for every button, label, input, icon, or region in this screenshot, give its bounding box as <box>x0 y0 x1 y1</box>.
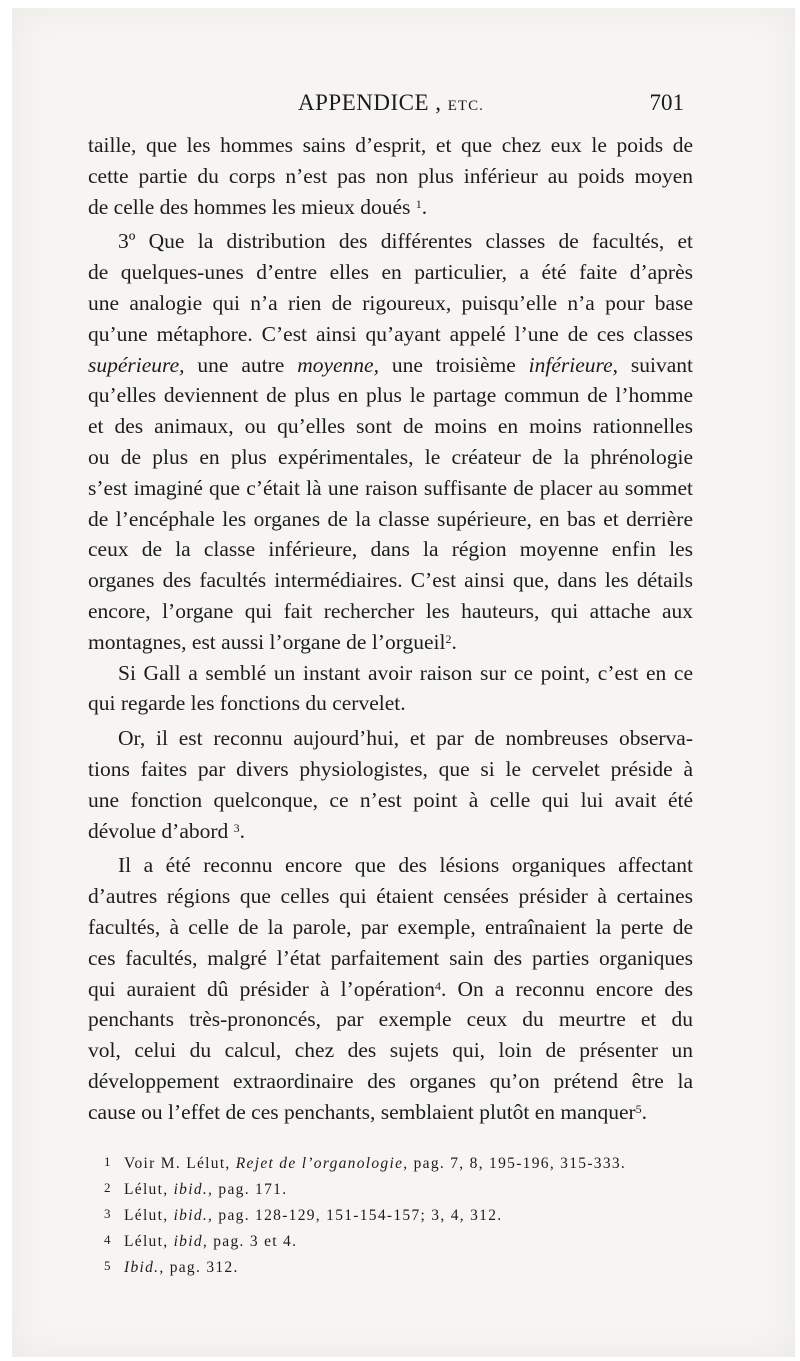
text-run: ces facultés, malgré l’état parfaitement sain des parties organiques <box>88 945 693 970</box>
text-run: encore, l’organe qui fait rechercher les hauteurs, qui attache aux <box>88 598 693 623</box>
text-run: cette partie du corps n’est pas non plus inférieur au poids moyen <box>88 163 693 188</box>
text-run: pag. 312. <box>164 1259 239 1276</box>
text-line <box>88 319 693 350</box>
text-run: de l’encéphale les organes de la classe supérieure, en bas et derrière <box>88 506 693 531</box>
text-run: 4 <box>104 1232 112 1247</box>
footnote <box>104 1202 704 1228</box>
text-run: supérieure, <box>88 352 185 377</box>
text-run: pag. 128-129, 151-154-157; 3, 4, 312. <box>213 1207 503 1224</box>
text-line <box>88 192 693 223</box>
text-run: 5 <box>104 1258 112 1273</box>
text-run: 2 <box>104 1180 112 1195</box>
footnote-ref: 4 <box>434 978 441 993</box>
text-line <box>88 1004 693 1035</box>
text-run: s’est imaginé que c’était là une raison suffisante de placer au sommet <box>88 475 693 500</box>
text-run: 3 <box>104 1206 112 1221</box>
text-line <box>88 943 693 974</box>
text-line <box>88 565 693 596</box>
text-run: qu’elles deviennent de plus en plus le partage commun de l’homme <box>88 383 693 408</box>
text-line <box>88 1066 693 1097</box>
footnote-ref: 5 <box>635 1101 642 1116</box>
text-run: 3º Que la distribution des différentes classes de facultés, et <box>118 229 693 254</box>
text-run: ou de plus en plus expérimentales, le créateur de la phrénologie <box>88 444 693 469</box>
page-number: 701 <box>649 90 684 115</box>
text-run: montagnes, est aussi l’organe de l’orgueil <box>88 629 446 654</box>
text-run: Voir M. Lélut, <box>124 1155 236 1172</box>
text-run: Si Gall a semblé un instant avoir raison sur ce point, c’est en ce <box>118 660 693 685</box>
footnote <box>104 1228 704 1254</box>
text-run: taille, que les hommes sains d’esprit, et que chez eux le poids de <box>88 133 693 157</box>
footnote <box>104 1254 704 1280</box>
text-run: de quelques-unes d’entre elles en particulier, a été faite d’après <box>88 260 693 285</box>
text-line <box>88 257 693 288</box>
text-run: Ibid., <box>124 1259 165 1276</box>
text-run: 1 <box>104 1154 112 1169</box>
text-run: inférieure, <box>528 352 619 377</box>
footnote-ref: 1 <box>415 196 422 211</box>
text-run: tions faites par divers physiologistes, que si le cervelet préside à <box>88 756 693 781</box>
text-run: une fonction quelconque, ce n’est point à celle qui lui avait été <box>88 787 693 812</box>
text-run: pag. 3 et 4. <box>208 1233 298 1250</box>
text-run: une troisième <box>378 352 529 377</box>
text-run: d’autres régions que celles qui étaient censées présider à certaines <box>88 884 693 909</box>
text-run: qui auraient dû présider à l’opération <box>88 976 435 1001</box>
text-run: développement extraordinaire des organes qu’on prétend être la <box>88 1068 693 1093</box>
text-run: et des animaux, ou qu’elles sont de moins en moins rationnelles <box>88 414 693 439</box>
text-run: organes des facultés intermédiaires. C’est ainsi que, dans les détails <box>88 568 693 593</box>
text-line <box>88 912 693 943</box>
text-run: dévolue d’abord <box>88 818 234 843</box>
running-title <box>298 90 484 116</box>
text-run: qu’une métaphore. C’est ainsi qu’ayant appelé l’une de ces classes <box>88 321 693 346</box>
text-line <box>88 596 693 627</box>
text-run: Or, il est reconnu aujourd’hui, et par de nombreuses observa- <box>118 726 693 751</box>
text-line <box>88 1097 693 1128</box>
text-run: facultés, à celle de la parole, par exemple, entraînaient la perte de <box>88 914 693 939</box>
text-run: ibid., <box>173 1207 214 1224</box>
text-run: moyenne, <box>297 352 379 377</box>
text-run: une autre <box>184 352 298 377</box>
text-line <box>88 850 693 881</box>
text-line <box>88 688 693 719</box>
text-line <box>88 411 693 442</box>
body-text <box>88 130 693 1128</box>
text-line <box>88 881 693 912</box>
text-line <box>88 627 693 658</box>
text-run: de celle des hommes les mieux doués <box>88 194 416 219</box>
text-run: Il a été reconnu encore que des lésions organiques affectant <box>118 853 693 878</box>
text-run: . <box>641 1099 648 1124</box>
running-header <box>88 82 684 122</box>
footnote <box>104 1176 704 1202</box>
footnote <box>104 1150 704 1176</box>
text-run: pag. 7, 8, 195-196, 315-333. <box>408 1155 627 1172</box>
text-run: ceux de la classe inférieure, dans la région moyenne enfin les <box>88 537 693 562</box>
text-line <box>88 442 693 473</box>
text-run: APPENDICE , <box>298 90 442 115</box>
text-line <box>88 380 693 411</box>
text-run: ibid, <box>173 1233 209 1250</box>
text-line <box>88 504 693 535</box>
text-line <box>88 754 693 785</box>
text-run: . <box>451 629 457 654</box>
text-line <box>88 288 693 319</box>
footnote-ref: 2 <box>445 631 452 646</box>
text-line <box>88 534 693 565</box>
footnotes <box>104 1150 704 1280</box>
text-run: Lélut, <box>124 1181 174 1198</box>
text-line <box>88 658 693 689</box>
text-run: . <box>239 818 246 843</box>
text-line <box>88 473 693 504</box>
footnote-ref: 3 <box>233 820 240 835</box>
text-line <box>88 974 693 1005</box>
text-line <box>88 226 693 257</box>
text-line <box>88 785 693 816</box>
text-run: pag. 171. <box>213 1181 288 1198</box>
text-run: une analogie qui n’a rien de rigoureux, puisqu’elle n’a pour base <box>88 290 693 315</box>
text-run: Lélut, <box>124 1233 174 1250</box>
text-run: . On a reconnu encore des <box>440 976 693 1001</box>
text-line <box>88 723 693 754</box>
text-line <box>88 350 693 381</box>
text-run: Lélut, <box>124 1207 174 1224</box>
text-run: Rejet de l’organologie, <box>235 1155 409 1172</box>
text-line <box>88 130 693 161</box>
text-run: vol, celui du calcul, chez des sujets qui, loin de présenter un <box>88 1038 693 1063</box>
text-run: suivant <box>618 352 693 377</box>
text-line <box>88 816 693 847</box>
text-line <box>88 161 693 192</box>
running-title-etc: ETC. <box>447 98 484 114</box>
text-line <box>88 1035 693 1066</box>
text-run: penchants très-prononcés, par exemple ceux du meurtre et du <box>88 1007 693 1032</box>
text-run: cause ou l’effet de ces penchants, semblaient plutôt en manquer <box>88 1099 636 1124</box>
text-run: ibid., <box>173 1181 214 1198</box>
text-run: qui regarde les fonctions du cervelet. <box>88 691 406 716</box>
text-run: . <box>421 194 428 219</box>
